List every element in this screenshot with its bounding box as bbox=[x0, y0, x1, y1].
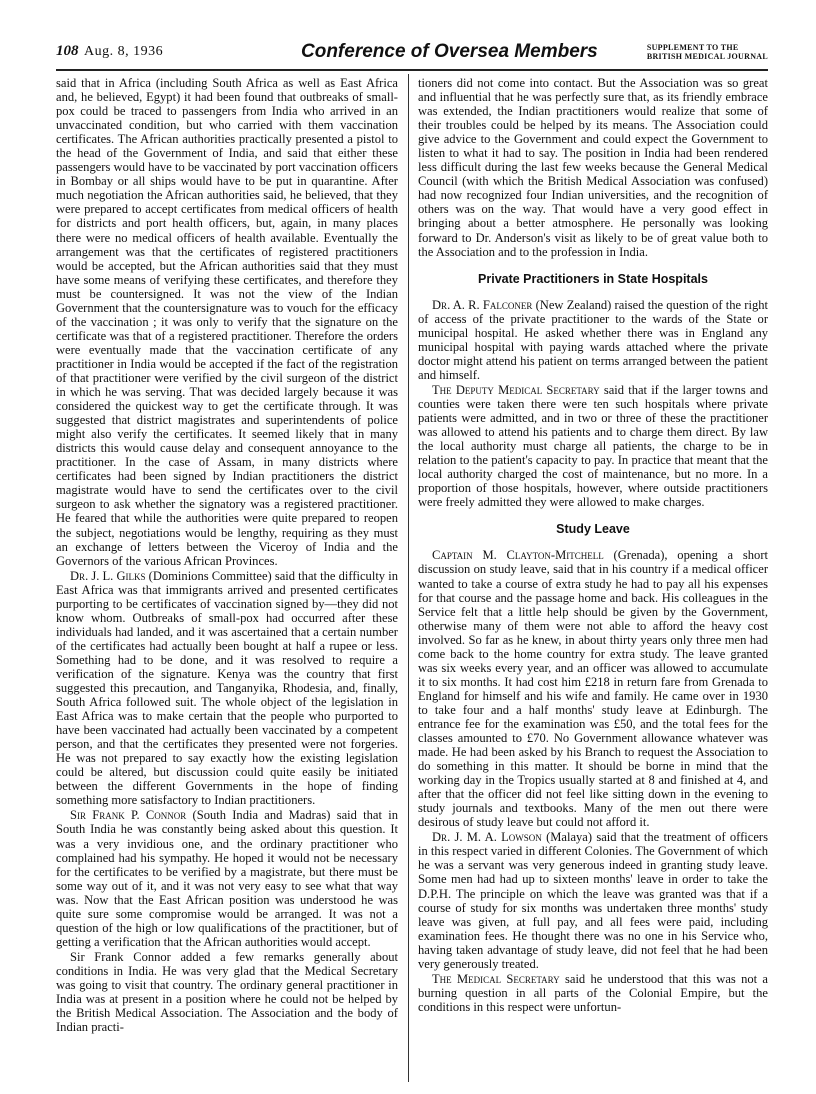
paragraph bbox=[418, 383, 768, 509]
paragraph: tioners did not come into contact. But the Association was so great and influential that he was perfectly sure that, as its friendly embrace was extended, the Indian practitioners would realize that some of their troubles could be helped by its means. The Association could give advice to the Government and could expect the Government to listen to what it had to say. The position in India had been rendered less difficult during the last few weeks because the General Medical Council (with which the British Medical Association was confused) had now recognized four Indian universities, and the recognition of others was on the way. That would have a very good effect in bringing about a better atmosphere. He personally was looking forward to Dr. Anderson's visit as likely to be of great value both to the Association and to the profession in India. bbox=[418, 76, 768, 259]
paragraph bbox=[56, 808, 398, 948]
paragraph-text: (New Zealand) raised the question of the right of access of the private practitioner to the wards of the State or municipal hospital. He asked whether there was in England any municipal hospital with paying wards attached where the private doctor might attend his patient on terms arranged between the patient and himself. bbox=[418, 297, 768, 382]
speaker-name: Dr. J. L. Gilks bbox=[70, 568, 146, 583]
paragraph: said that in Africa (including South Africa as well as East Africa and, he believed, Egypt) it had been found that outbreaks of small-pox could be traced to passengers from India who arrived in an unvaccinated condition, but who carried with them vaccination certificates. The African authorities practically presented a pistol to the head of the Government of India, and said that either these passengers would have to be vaccinated by port vaccination officers in Bombay or all ships would have to be put in quarantine. After much negotiation the African authorities said, he believed, that they were prepared to accept certificates from medical officers of health for districts and port health officers, but, again, in many places there were no medical officers of health available. Eventually the arrangement was that the certificates of registered practitioners would be accepted, but the African authorities said that they must have some means of verifying these certificates, and therefore they must be countersigned. It was not the view of the Indian Government that the countersignature was to vouch for the efficacy of the vaccination ; it was only to verify that the signature on the certificate was that of a registered practitioner. Therefore the orders were eventually made that the vaccination certificate of any practitioner in India would be accepted if the fact of the registration of that practitioner were verified by the civil surgeon of the district in which he was serving. That was decided largely because it was considered the quickest way to get the certificate through. It was suggested that district magistrates and superintendents of police might also verify the certificates. It seemed likely that in many districts this would cause delay and consequent annoyance to the practitioner. In the case of Assam, in many districts where certificates had been signed by Indian practitioners the district magistrate would have to send the certificates over to the civil surgeon to ask whether the signatory was a registered practitioner. He feared that while the authorities were quite prepared to reopen the subject, negotiations would be lengthy, requiring as they must an exchange of letters between the Viceroy of India and the Governors of the various African Provinces. bbox=[56, 76, 398, 568]
supplement-label bbox=[647, 43, 768, 61]
section-heading: Private Practitioners in State Hospitals bbox=[478, 271, 708, 286]
paragraph bbox=[418, 298, 768, 382]
paragraph-text: (Malaya) said that the treatment of officers in this respect varied in different Colonies. The Government of which he was a servant was very generous indeed in granting study leave. Some men had had up to sixteen months' leave in order to take the D.P.H. The principle on which the leave was granted was that if a course of study for six months was undertaken three months' study leave was given, at full pay, and all fees were paid, including examination fees. He thought there was no one in his Service who, having taken advantage of study leave, did not feel that he had been very generously treated. bbox=[418, 830, 768, 971]
paragraph-text: (Grenada), opening a short discussion on study leave, said that in his country if a medical officer wanted to take a course of extra study he had to pay all his expenses for that course and the passage home and back. His colleagues in the Service felt that a little help should be given by the Government, otherwise many of them were not able to afford the heavy cost involved. So far as he knew, in about thirty years only three men had come back to the home country for extra study. The leave granted was six weeks every year, and an officer was allowed to accumulate it to six months. It had cost him £218 in return fare from Grenada to England for himself and his wife and family. He came over in 1930 to take four and a half months' study leave at Edinburgh. The entrance fee for the examination was £50, and the total fees for the classes amounted to £70. No Government allowance whatever was made. He had been asked by his Branch to request the Association to do something in this matter. It should be borne in mind that the working day in the Tropics usually started at 8 and finished at 4, and after that the officer did not feel like sitting down in the evening to study journals and textbooks. Many of the men out there were desirous of study leave but could not afford it. bbox=[418, 548, 768, 830]
speaker-name: Captain M. Clayton-Mitchell bbox=[432, 548, 604, 563]
paragraph-text: said that if the larger towns and counties were taken there were ten such hospitals where private patients were admitted, and in two or three of these the practitioner was allowed to attend his patients and to charge them direct. By law the local authority must charge all patients, the charge to be in relation to the patient's capacity to pay. In practice that meant that the local authority charged the cost of maintenance, but no more. In a proportion of those hospitals, however, where outside practitioners were freely admitted they were allowed to make charges. bbox=[418, 382, 768, 510]
supplement-line-1: SUPPLEMENT TO THE bbox=[646, 43, 739, 52]
paragraph-text: (South India and Madras) said that in South India he was constantly being asked about this question. It was a very invidious one, and the ordinary practitioner who complained had his sympathy. He hoped it would not be necessary for the certificates to be verified by a magistrate, but there must be some way out of it, and it was not very easy to see what that way was. Now that the East African position was understood he was quite sure some compromise would be arranged. It was not a question of the high or low qualifications of the practitioner, but of getting a verification that the African authorities would accept. bbox=[56, 808, 398, 949]
section-heading: Study Leave bbox=[556, 522, 630, 537]
section-title: Conference of Oversea Members bbox=[301, 41, 598, 62]
left-column bbox=[56, 76, 398, 1035]
paragraph bbox=[418, 972, 768, 1014]
running-header bbox=[56, 43, 768, 71]
speaker-name: The Medical Secretary bbox=[432, 971, 560, 986]
speaker-name: Dr. A. R. Falconer bbox=[432, 297, 533, 312]
paragraph bbox=[418, 830, 768, 970]
issue-date: Aug. 8, 1936 bbox=[84, 44, 164, 59]
paragraph bbox=[418, 548, 768, 829]
supplement-line-2: BRITISH MEDICAL JOURNAL bbox=[646, 52, 768, 61]
column-divider bbox=[408, 74, 409, 1082]
right-column bbox=[418, 76, 768, 1015]
paragraph bbox=[56, 569, 398, 808]
speaker-name: Sir Frank P. Connor bbox=[70, 808, 187, 823]
speaker-name: The Deputy Medical Secretary bbox=[432, 382, 600, 397]
paragraph-text: (Dominions Committee) said that the difficulty in East Africa was that immigrants arrived and presented certificates purporting to be certificates of vaccination signed by—they did not know whom. Outbreaks of small-pox had occurred after these individuals had landed, and it was ascertained that a certain number of the certificates had actually been bought at half a rupee or less. Something had to be done, and it was resolved to require a verification of the signature. Kenya was the country that first suggested this precaution, and Tanganyika, Rhodesia, and, finally, South Africa followed suit. The whole object of the legislation in East Africa was to make certain that the people who purported to have been vaccinated had actually been vaccinated by a competent person, and that the certificates they presented were not forgeries. He was not prepared to say exactly how the existing legislation could be altered, but discussion could quite easily be initiated between the different Governments in the hope of finding something more satisfactory to Indian practitioners. bbox=[56, 568, 398, 808]
speaker-name: Dr. J. M. A. Lowson bbox=[432, 830, 542, 845]
paragraph-text: said he understood that this was not a burning question in all parts of the Colonial Empire, but the conditions in this respect were unfortun- bbox=[418, 971, 768, 1014]
page-number: 108 bbox=[56, 43, 79, 59]
paragraph: Sir Frank Connor added a few remarks generally about conditions in India. He was very glad that the Medical Secretary was going to visit that country. The ordinary general practitioner in India was at present in a position where he could not be helped by the British Medical Association. The Association and the body of Indian practi- bbox=[56, 949, 398, 1035]
